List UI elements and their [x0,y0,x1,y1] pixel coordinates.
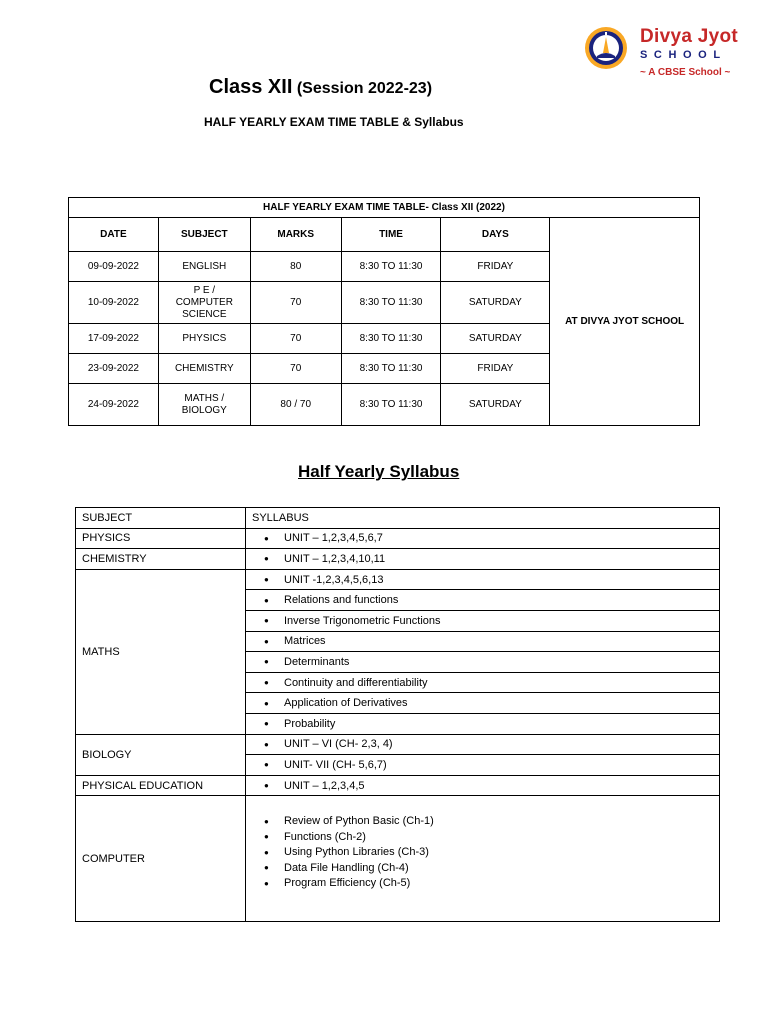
header-subject: SUBJECT [76,508,246,529]
exam-time: 8:30 TO 11:30 [341,384,441,426]
table-row [76,528,720,549]
syllabus-item: Review of Python Basic (Ch-1) [284,815,434,828]
exam-marks: 80 [250,252,341,282]
bullet-icon: ● [264,595,269,605]
list-item [246,860,713,876]
syllabus-item: Program Efficiency (Ch-5) [284,877,411,890]
exam-date: 23-09-2022 [69,354,159,384]
syllabus-item: UNIT- VII (CH- 5,6,7) [284,758,387,771]
table-row [76,734,720,755]
page-subtitle: HALF YEARLY EXAM TIME TABLE & Syllabus [204,115,464,129]
exam-subject: CHEMISTRY [158,354,250,384]
exam-time: 8:30 TO 11:30 [341,354,441,384]
list-item [246,829,713,845]
bullet-icon: ● [264,739,269,749]
bullet-icon: ● [264,878,269,888]
subject-maths: MATHS [76,569,246,734]
exam-date: 24-09-2022 [69,384,159,426]
bullet-icon: ● [264,816,269,826]
syllabus-item: Relations and functions [284,594,399,607]
list-item [246,875,713,891]
syllabus-item: UNIT – 1,2,3,4,10,11 [284,552,386,565]
bullet-icon: ● [264,781,269,791]
bullet-icon: ● [264,719,269,729]
exam-date: 17-09-2022 [69,324,159,354]
bullet-icon: ● [264,575,269,585]
list-item [246,844,713,860]
syllabus-item: Matrices [284,635,326,648]
school-seal-icon [584,26,628,70]
exam-table-caption: HALF YEARLY EXAM TIME TABLE- Class XII (2022) [69,198,700,218]
exam-timetable [68,197,700,426]
logo-school-name: Divya Jyot [640,26,739,47]
session-label: (Session 2022-23) [296,80,433,97]
syllabus-item: UNIT -1,2,3,4,5,6,13 [284,573,384,586]
class-label: Class XII [209,76,293,98]
exam-subject: ENGLISH [158,252,250,282]
page-title [209,76,432,99]
exam-venue: AT DIVYA JYOT SCHOOL [550,218,700,426]
exam-day: SATURDAY [441,384,550,426]
bullet-icon: ● [264,760,269,770]
table-row [76,775,720,796]
syllabus-item: Determinants [284,655,350,668]
syllabus-item: Probability [284,717,336,730]
header-marks: MARKS [250,218,341,252]
exam-marks: 80 / 70 [250,384,341,426]
syllabus-header [76,508,720,529]
exam-day: FRIDAY [441,252,550,282]
exam-time: 8:30 TO 11:30 [341,282,441,324]
bullet-icon: ● [264,847,269,857]
exam-day: FRIDAY [441,354,550,384]
exam-date: 10-09-2022 [69,282,159,324]
table-row [76,796,720,922]
syllabus-item: Application of Derivatives [284,697,408,710]
syllabus-item: Functions (Ch-2) [284,830,366,843]
bullet-icon: ● [264,698,269,708]
logo-tagline: ~ A CBSE School ~ [640,67,731,78]
subject-physical-education: PHYSICAL EDUCATION [76,775,246,796]
bullet-icon: ● [264,863,269,873]
exam-table-header [69,218,700,252]
subject-computer: COMPUTER [76,796,246,922]
syllabus-item: Continuity and differentiability [284,676,428,689]
syllabus-title: Half Yearly Syllabus [298,462,460,481]
syllabus-item: Data File Handling (Ch-4) [284,861,409,874]
exam-day: SATURDAY [441,324,550,354]
computer-syllabus-list [246,813,713,891]
subject-physics: PHYSICS [76,528,246,549]
exam-marks: 70 [250,282,341,324]
exam-marks: 70 [250,354,341,384]
bullet-icon: ● [264,832,269,842]
exam-subject: P E / COMPUTER SCIENCE [158,282,250,324]
header-date: DATE [69,218,159,252]
header-time: TIME [341,218,441,252]
exam-time: 8:30 TO 11:30 [341,252,441,282]
bullet-icon: ● [264,554,269,564]
bullet-icon: ● [264,616,269,626]
syllabus-item: Using Python Libraries (Ch-3) [284,846,429,859]
exam-subject: PHYSICS [158,324,250,354]
list-item [246,813,713,829]
header-syllabus: SYLLABUS [246,508,720,529]
exam-time: 8:30 TO 11:30 [341,324,441,354]
exam-marks: 70 [250,324,341,354]
table-row [76,569,720,590]
school-logo [584,24,760,78]
exam-day: SATURDAY [441,282,550,324]
bullet-icon: ● [264,657,269,667]
syllabus-item: UNIT – VI (CH- 2,3, 4) [284,738,393,751]
logo-school-word: SCHOOL [640,49,727,61]
syllabus-item: UNIT – 1,2,3,4,5 [284,779,365,792]
syllabus-item: UNIT – 1,2,3,4,5,6,7 [284,532,383,545]
bullet-icon: ● [264,533,269,543]
exam-date: 09-09-2022 [69,252,159,282]
subject-chemistry: CHEMISTRY [76,549,246,570]
table-row [76,549,720,570]
bullet-icon: ● [264,636,269,646]
subject-biology: BIOLOGY [76,734,246,775]
header-subject: SUBJECT [158,218,250,252]
syllabus-item: Inverse Trigonometric Functions [284,614,441,627]
exam-subject: MATHS / BIOLOGY [158,384,250,426]
bullet-icon: ● [264,678,269,688]
syllabus-table [75,507,720,922]
header-days: DAYS [441,218,550,252]
